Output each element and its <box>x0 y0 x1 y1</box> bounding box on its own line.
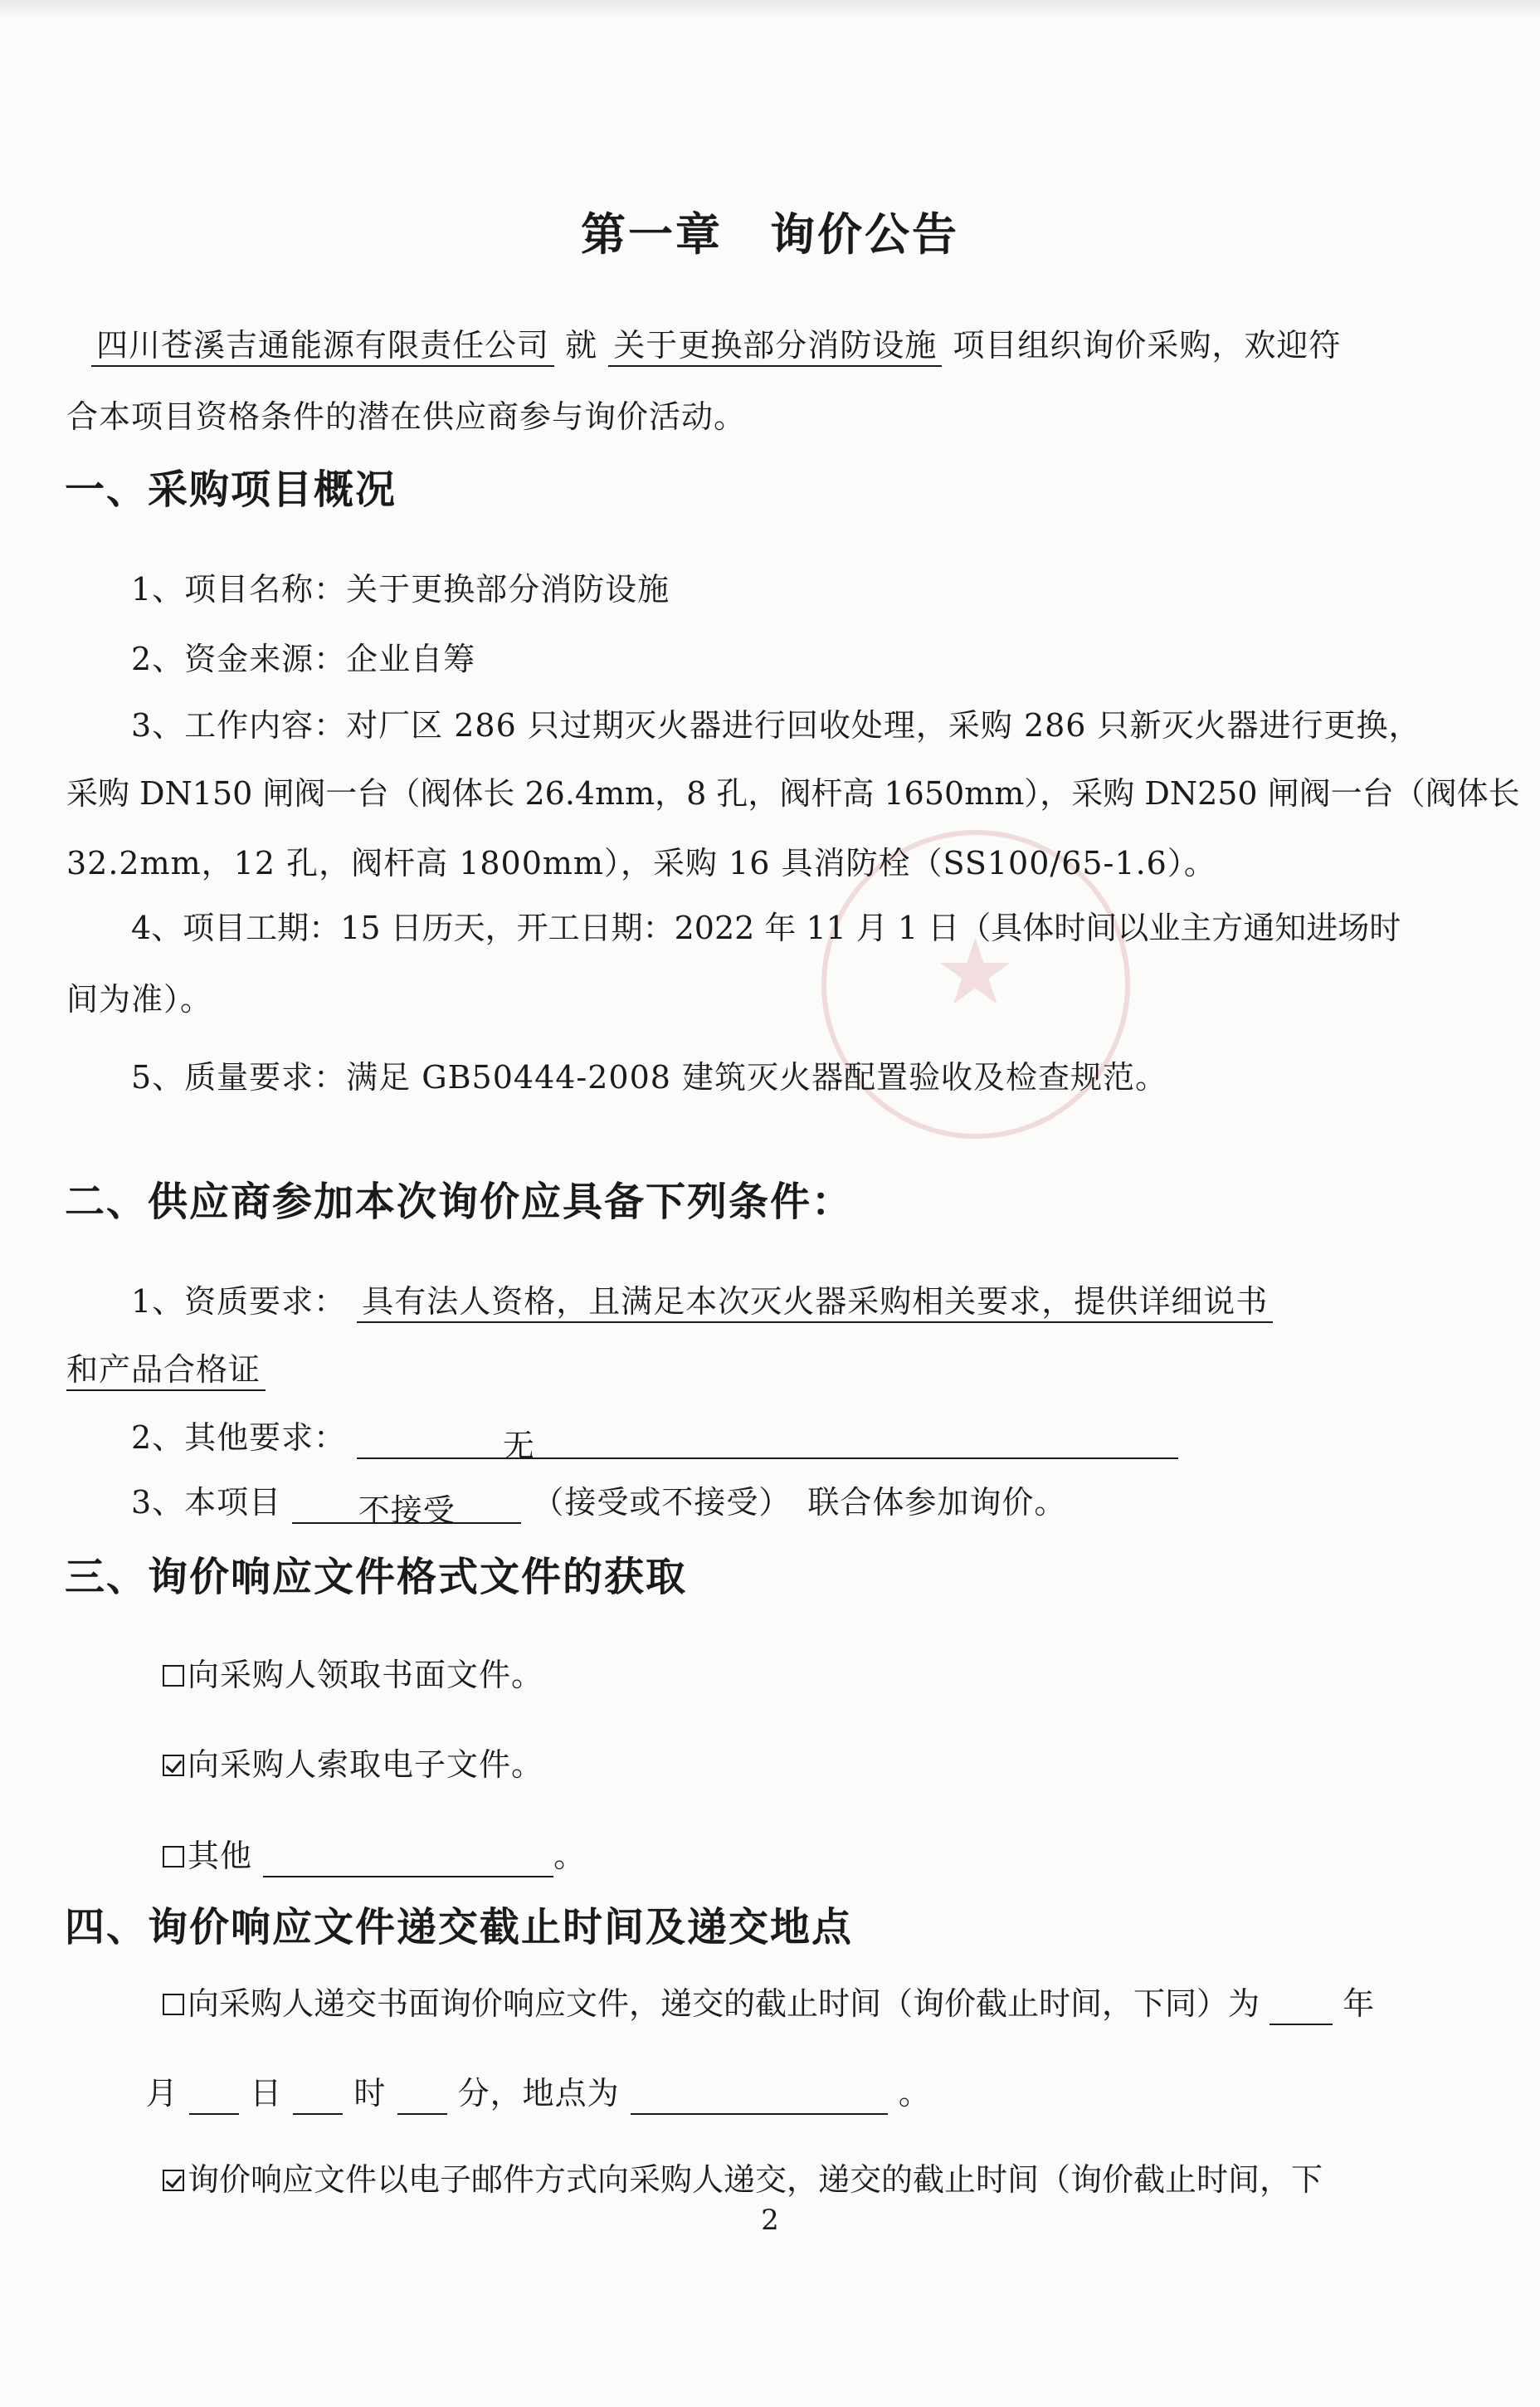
s1-item-4-line-1: 4、项目工期：15 日历天，开工日期：2022 年 11 月 1 日（具体时间以业主方通知进场时 <box>131 910 1401 946</box>
s4-location-field <box>631 2080 888 2115</box>
s1-item-1: 1、项目名称：关于更换部分消防设施 <box>131 571 670 608</box>
section-heading-4: 四、询价响应文件递交截止时间及递交地点 <box>65 1904 854 1950</box>
checkbox-unchecked-icon[interactable] <box>163 1846 184 1868</box>
other-req-field <box>357 1424 1178 1464</box>
s4-option-1-line-2 <box>146 2072 931 2115</box>
s4-day-field <box>189 2080 239 2115</box>
s4-month-unit: 月 <box>146 2075 179 2112</box>
s4-option-1-line-1 <box>163 1982 1374 2025</box>
s1-item-2: 2、资金来源：企业自筹 <box>131 641 476 677</box>
consortium-field <box>292 1489 521 1529</box>
qualification-value: 具有法人资格，且满足本次灭火器采购相关要求，提供详细说书 <box>357 1282 1273 1323</box>
s4-line-end: 。 <box>898 2075 931 2112</box>
s3-option-1 <box>163 1653 543 1697</box>
section-heading-2: 二、供应商参加本次询价应具备下列条件： <box>65 1179 854 1225</box>
s4-hour-unit: 时 <box>353 2075 387 2112</box>
consortium-suffix: （接受或不接受） 联合体参加询价。 <box>532 1484 1067 1521</box>
s2-item-3 <box>131 1481 1067 1529</box>
s3-option-2-label: 向采购人索取电子文件。 <box>188 1746 544 1783</box>
project-name-underlined: 关于更换部分消防设施 <box>608 325 942 367</box>
checkbox-unchecked-icon[interactable] <box>163 1665 184 1687</box>
s2-item-2 <box>131 1416 1178 1464</box>
s2-item-1-line-1 <box>131 1280 1273 1323</box>
s4-option-1-label: 向采购人递交书面询价响应文件，递交的截止时间（询价截止时间，下同）为 <box>188 1985 1260 2022</box>
consortium-value: 不接受 <box>358 1492 456 1529</box>
s1-item-5: 5、质量要求：满足 GB50444-2008 建筑灭火器配置验收及检查规范。 <box>131 1059 1168 1096</box>
s3-option-1-label: 向采购人领取书面文件。 <box>188 1657 544 1693</box>
s4-year-field <box>1270 1990 1333 2025</box>
s3-option-3-end: 。 <box>553 1838 587 1874</box>
s4-minute-unit: 分，地点为 <box>457 2075 620 2112</box>
intro-line-1 <box>91 324 1341 367</box>
scan-edge <box>0 0 1540 18</box>
checkbox-checked-icon[interactable] <box>163 2170 184 2191</box>
checkbox-unchecked-icon[interactable] <box>163 1994 184 2015</box>
s3-option-2 <box>163 1743 543 1786</box>
consortium-prefix: 3、本项目 <box>131 1484 282 1521</box>
s4-minute-field <box>397 2080 447 2115</box>
intro-word: 就 <box>565 327 598 364</box>
section-heading-1: 一、采购项目概况 <box>65 466 397 513</box>
s2-item-1-line-2 <box>66 1348 266 1391</box>
other-req-value: 无 <box>502 1428 535 1464</box>
s3-other-field <box>263 1843 553 1877</box>
section-heading-3: 三、询价响应文件格式文件的获取 <box>65 1554 688 1600</box>
s4-option-2-line-1 <box>163 2158 1323 2201</box>
s1-item-4-line-2: 间为准）。 <box>66 981 213 1018</box>
company-name: 四川苍溪吉通能源有限责任公司 <box>91 325 554 367</box>
qualification-value-cont: 和产品合格证 <box>66 1350 266 1391</box>
s3-option-3 <box>163 1834 586 1877</box>
s4-day-unit: 日 <box>250 2075 283 2112</box>
chapter-title: 第一章 询价公告 <box>581 208 959 261</box>
seal-star-icon: ★ <box>934 919 1016 1025</box>
s4-year-unit: 年 <box>1343 1985 1375 2022</box>
s3-option-3-label: 其他 <box>188 1838 253 1874</box>
checkbox-checked-icon[interactable] <box>163 1755 184 1776</box>
qualification-label: 1、资质要求： <box>131 1283 347 1320</box>
page-number: 2 <box>761 2204 779 2237</box>
s1-item-3-line-2: 采购 DN150 闸阀一台（阀体长 26.4mm，8 孔，阀杆高 1650mm），采购 DN250 闸阀一台（阀体长 <box>66 775 1520 812</box>
intro-line-2: 合本项目资格条件的潜在供应商参与询价活动。 <box>66 398 747 435</box>
s4-hour-field <box>293 2080 343 2115</box>
other-req-label: 2、其他要求： <box>131 1419 347 1456</box>
s4-option-2-label: 询价响应文件以电子邮件方式向采购人递交，递交的截止时间（询价截止时间，下 <box>188 2161 1323 2198</box>
s1-item-3-line-3: 32.2mm，12 孔，阀杆高 1800mm），采购 16 具消防栓（SS100/65-1.6）。 <box>66 845 1216 881</box>
s1-item-3-line-1: 3、工作内容：对厂区 286 只过期灭火器进行回收处理，采购 286 只新灭火器进行更换， <box>131 707 1421 744</box>
intro-tail: 项目组织询价采购，欢迎符 <box>953 327 1342 364</box>
